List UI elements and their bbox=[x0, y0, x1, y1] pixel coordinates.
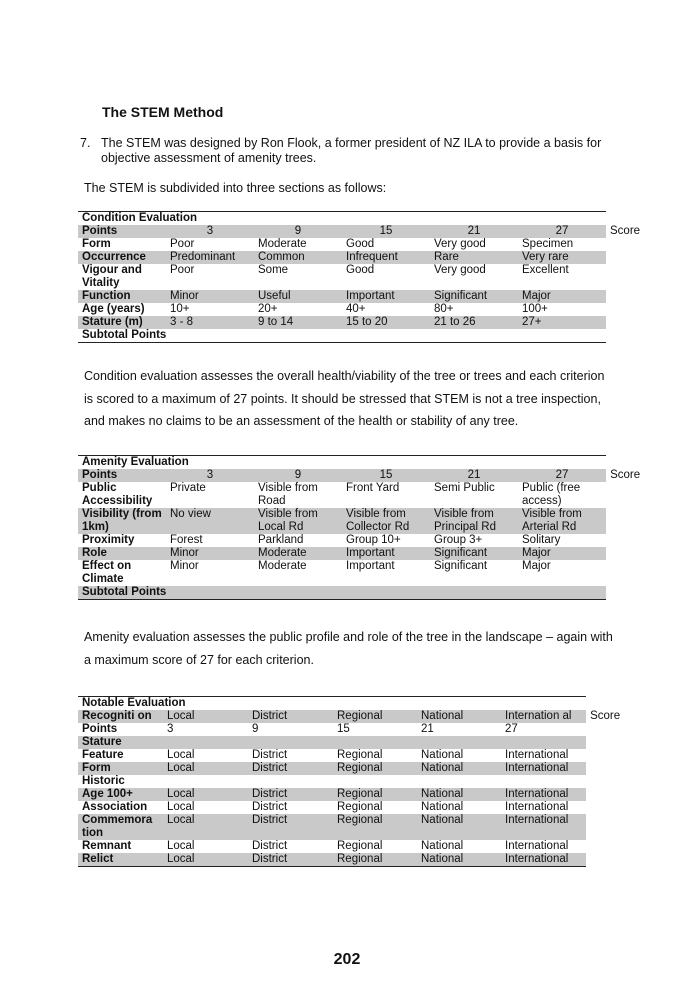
table-row bbox=[78, 801, 586, 814]
criterion-value: District bbox=[248, 788, 333, 801]
subtotal-row bbox=[78, 329, 606, 343]
points-value: 3 bbox=[167, 723, 174, 735]
criterion-value: Group 3+ bbox=[434, 534, 483, 546]
criterion-value: Specimen bbox=[522, 238, 574, 250]
criterion-label: Proximity bbox=[82, 534, 135, 546]
criterion-value: Important bbox=[342, 547, 430, 560]
criterion-value: Regional bbox=[333, 814, 417, 840]
section-row bbox=[78, 736, 586, 749]
table-row bbox=[78, 560, 606, 586]
criterion-value: 10+ bbox=[170, 303, 190, 315]
table-row bbox=[78, 316, 606, 329]
criterion-value: International bbox=[505, 801, 569, 813]
criterion-value: International bbox=[505, 840, 569, 852]
page-number: 202 bbox=[333, 951, 361, 968]
criterion-value: 100+ bbox=[522, 303, 548, 315]
criterion-label: Association bbox=[82, 801, 148, 813]
criterion-value: Local bbox=[163, 853, 248, 867]
criterion-value: 9 to 14 bbox=[254, 316, 342, 329]
criterion-value: Local bbox=[167, 749, 195, 761]
amenity-description: Amenity evaluation assesses the public profile and role of the tree in the landscape – again with a maximum score of 27 for each criterion. bbox=[84, 630, 613, 667]
table-title: Condition Evaluation bbox=[78, 212, 606, 226]
criterion-value: District bbox=[252, 749, 288, 761]
criterion-value: 80+ bbox=[434, 303, 454, 315]
criterion-value: Significant bbox=[430, 290, 518, 303]
criterion-value: District bbox=[252, 840, 288, 852]
table-row bbox=[78, 853, 586, 867]
criterion-value: Major bbox=[518, 290, 606, 303]
criterion-value: National bbox=[421, 749, 464, 761]
table-row bbox=[78, 251, 606, 264]
criterion-value: Very good bbox=[434, 238, 486, 250]
criterion-value: Moderate bbox=[258, 560, 307, 572]
condition-evaluation-table bbox=[78, 211, 641, 343]
criterion-value: Local bbox=[163, 788, 248, 801]
criterion-value: 21 to 26 bbox=[430, 316, 518, 329]
recognition-label: Recogniti on bbox=[78, 710, 163, 723]
notable-evaluation-table bbox=[78, 696, 621, 867]
criterion-value: Infrequent bbox=[342, 251, 430, 264]
criterion-label: Function bbox=[78, 290, 166, 303]
criterion-value: Some bbox=[258, 264, 289, 276]
criterion-label: Feature bbox=[82, 749, 124, 761]
points-value: 27 bbox=[518, 469, 606, 482]
recognition-level: Regional bbox=[333, 710, 417, 723]
criterion-value: 40+ bbox=[346, 303, 366, 315]
criterion-value: Good bbox=[346, 264, 375, 276]
criterion-label: Commemora tion bbox=[78, 814, 163, 840]
table-row bbox=[78, 264, 606, 290]
points-row bbox=[78, 723, 586, 736]
criterion-value: International bbox=[501, 788, 586, 801]
criterion-label: Visibility (from 1km) bbox=[78, 508, 166, 534]
criterion-value: Solitary bbox=[522, 534, 561, 546]
points-value: 9 bbox=[254, 469, 342, 482]
criterion-value: International bbox=[501, 853, 586, 867]
criterion-value: District bbox=[252, 801, 288, 813]
criterion-value: International bbox=[501, 762, 586, 775]
points-value: 3 bbox=[166, 469, 254, 482]
criterion-label: Stature (m) bbox=[78, 316, 166, 329]
criterion-label: Role bbox=[78, 547, 166, 560]
paragraph-text: The STEM was designed by Ron Flook, a former president of NZ ILA to provide a basis for objective assessment of amenity trees. bbox=[101, 136, 602, 165]
points-value: 21 bbox=[421, 723, 434, 735]
criterion-label: Public Accessibility bbox=[82, 482, 153, 507]
table-row bbox=[78, 749, 586, 762]
intro-text: The STEM is subdivided into three sections as follows: bbox=[84, 181, 387, 195]
points-value: 9 bbox=[254, 225, 342, 238]
criterion-label: Vigour and Vitality bbox=[82, 264, 142, 289]
criterion-value: Very rare bbox=[518, 251, 606, 264]
criterion-label: Effect on Climate bbox=[82, 560, 132, 585]
points-row: Points 3 9 15 21 27 Score bbox=[78, 225, 606, 238]
criterion-label: Form bbox=[78, 762, 163, 775]
points-value: 15 bbox=[342, 225, 430, 238]
criterion-value: Important bbox=[346, 560, 395, 572]
criterion-value: International bbox=[501, 814, 586, 840]
criterion-value: Semi Public bbox=[434, 482, 495, 494]
criterion-value: Visible from Principal Rd bbox=[430, 508, 518, 534]
criterion-value: Parkland bbox=[258, 534, 304, 546]
table-row bbox=[78, 508, 606, 534]
criterion-label: Age (years) bbox=[82, 303, 145, 315]
criterion-value: Very good bbox=[434, 264, 486, 276]
criterion-value: Excellent bbox=[522, 264, 569, 276]
points-value: 27 bbox=[505, 723, 518, 735]
table-row bbox=[78, 788, 586, 801]
subtotal-label: Subtotal Points bbox=[78, 329, 606, 343]
table-title-row bbox=[78, 212, 606, 226]
criterion-value: Rare bbox=[430, 251, 518, 264]
criterion-label: Remnant bbox=[82, 840, 132, 852]
criterion-value: 3 - 8 bbox=[166, 316, 254, 329]
criterion-value: Moderate bbox=[254, 547, 342, 560]
criterion-value: Front Yard bbox=[346, 482, 400, 494]
criterion-value: 15 to 20 bbox=[342, 316, 430, 329]
condition-description: Condition evaluation assesses the overall health/viability of the tree or trees and each criterion is scored to a maximum of 27 points. It should be stressed that STEM is not a tree inspection, and makes no claims to be an assessment of the health or stability of any tree. bbox=[84, 369, 605, 428]
recognition-level: Internation al bbox=[501, 710, 586, 723]
points-label: Points bbox=[78, 225, 166, 238]
criterion-value: National bbox=[421, 840, 464, 852]
criterion-label: Relict bbox=[78, 853, 163, 867]
table-row bbox=[78, 303, 606, 316]
criterion-value: Forest bbox=[170, 534, 203, 546]
criterion-value: National bbox=[417, 814, 501, 840]
table-row bbox=[78, 534, 606, 547]
table-row bbox=[78, 290, 606, 303]
criterion-value: Group 10+ bbox=[346, 534, 401, 546]
table-row bbox=[78, 762, 586, 775]
section-heading: The STEM Method bbox=[102, 104, 224, 120]
subtotal-label: Subtotal Points bbox=[78, 586, 606, 600]
recognition-row: Recogniti on Local District Regional National Internation al Score bbox=[78, 710, 586, 723]
criterion-value: International bbox=[505, 749, 569, 761]
points-value: 3 bbox=[166, 225, 254, 238]
table-title: Amenity Evaluation bbox=[78, 456, 606, 470]
points-value: 21 bbox=[430, 225, 518, 238]
table-row bbox=[78, 840, 586, 853]
criterion-value: Visible from Collector Rd bbox=[342, 508, 430, 534]
criterion-value: Local bbox=[163, 762, 248, 775]
criterion-value: District bbox=[248, 762, 333, 775]
criterion-value: Major bbox=[518, 547, 606, 560]
criterion-value: No view bbox=[166, 508, 254, 534]
table-row bbox=[78, 547, 606, 560]
table-title-row bbox=[78, 697, 586, 711]
criterion-value: 20+ bbox=[258, 303, 278, 315]
points-label: Points bbox=[82, 723, 118, 735]
criterion-value: Local bbox=[167, 840, 195, 852]
criterion-value: Regional bbox=[337, 749, 383, 761]
recognition-level: District bbox=[248, 710, 333, 723]
criterion-value: Common bbox=[254, 251, 342, 264]
subtotal-row bbox=[78, 586, 606, 600]
criterion-value: Visible from Arterial Rd bbox=[518, 508, 606, 534]
criterion-value: Regional bbox=[333, 788, 417, 801]
criterion-value: Poor bbox=[170, 264, 195, 276]
criterion-value: National bbox=[421, 801, 464, 813]
criterion-value: Regional bbox=[337, 801, 383, 813]
criterion-value: Private bbox=[170, 482, 206, 494]
paragraph-number: 7. bbox=[80, 136, 91, 150]
table-row bbox=[78, 814, 586, 840]
criterion-value: Regional bbox=[337, 840, 383, 852]
criterion-value: National bbox=[417, 853, 501, 867]
criterion-value: Significant bbox=[430, 547, 518, 560]
criterion-value: Predominant bbox=[166, 251, 254, 264]
criterion-value: Useful bbox=[254, 290, 342, 303]
table-title-row bbox=[78, 456, 606, 470]
table-row bbox=[78, 482, 606, 508]
points-value: 21 bbox=[430, 469, 518, 482]
points-label: Points bbox=[78, 469, 166, 482]
criterion-value: Important bbox=[342, 290, 430, 303]
criterion-label: Age 100+ bbox=[78, 788, 163, 801]
table-row bbox=[78, 238, 606, 251]
criterion-value: Public (free access) bbox=[522, 482, 581, 507]
criterion-value: Local bbox=[163, 814, 248, 840]
recognition-level: National bbox=[417, 710, 501, 723]
criterion-value: Poor bbox=[170, 238, 195, 250]
criterion-value: Good bbox=[346, 238, 375, 250]
criterion-value: Moderate bbox=[258, 238, 307, 250]
criterion-value: Significant bbox=[434, 560, 488, 572]
criterion-value: Major bbox=[522, 560, 551, 572]
criterion-value: Minor bbox=[166, 547, 254, 560]
criterion-label: Occurrence bbox=[78, 251, 166, 264]
criterion-value: National bbox=[417, 788, 501, 801]
amenity-evaluation-table bbox=[78, 455, 641, 600]
table-title: Notable Evaluation bbox=[78, 697, 586, 711]
criterion-value: District bbox=[248, 853, 333, 867]
criterion-value: Regional bbox=[333, 762, 417, 775]
criterion-value: Regional bbox=[333, 853, 417, 867]
criterion-value: Local bbox=[167, 801, 195, 813]
criterion-value: Visible from Local Rd bbox=[254, 508, 342, 534]
points-row: Points 3 9 15 21 27 Score bbox=[78, 469, 606, 482]
criterion-value: Minor bbox=[166, 290, 254, 303]
recognition-level: Local bbox=[163, 710, 248, 723]
criterion-label: Form bbox=[82, 238, 111, 250]
points-value: 9 bbox=[252, 723, 259, 735]
criterion-value: 27+ bbox=[518, 316, 606, 329]
points-value: 15 bbox=[342, 469, 430, 482]
section-label: Stature bbox=[78, 736, 586, 749]
section-row bbox=[78, 775, 586, 788]
points-value: 27 bbox=[518, 225, 606, 238]
criterion-value: National bbox=[417, 762, 501, 775]
criterion-value: Minor bbox=[170, 560, 199, 572]
criterion-value: District bbox=[248, 814, 333, 840]
points-value: 15 bbox=[337, 723, 350, 735]
criterion-value: Visible from Road bbox=[258, 482, 318, 507]
section-label: Historic bbox=[82, 775, 125, 787]
